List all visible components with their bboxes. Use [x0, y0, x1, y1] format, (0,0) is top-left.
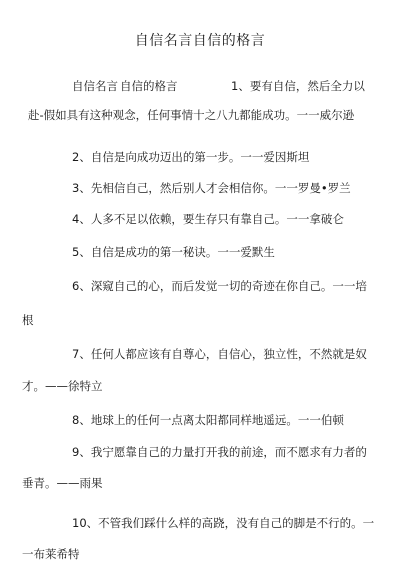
- quote-10-line-2: 一布莱希特: [22, 547, 80, 561]
- quote-1-line-2: 赴-假如具有这种观念，任何事情十之八九都能成功。一一威尔逊: [28, 108, 355, 122]
- document-title: 自信名言自信的格言: [134, 33, 266, 49]
- quote-9-line-1: 9、我宁愿靠自己的力量打开我的前途，而不愿求有力者的: [72, 445, 367, 459]
- quote-3: 3、先相信自己，然后别人才会相信你。一一罗曼•罗兰: [72, 181, 351, 195]
- quote-8: 8、地球上的任何一点离太阳都同样地遥远。一一伯顿: [72, 413, 344, 427]
- quote-6-line-1: 6、深窥自己的心，而后发觉一切的奇迹在你自己。一一培: [72, 279, 367, 293]
- quote-7-line-2: 才。——徐特立: [22, 379, 103, 393]
- quote-10-line-1: 10、不管我们踩什么样的高跷，没有自己的脚是不行的。一: [72, 516, 375, 530]
- quote-9-line-2: 垂青。——雨果: [22, 476, 103, 490]
- quote-1-line-1: 1、要有自信，然后全力以: [231, 79, 365, 93]
- quote-2: 2、自信是向成功迈出的第一步。一一爱因斯坦: [72, 150, 310, 164]
- quote-7-line-1: 7、任何人都应该有自尊心，自信心，独立性，不然就是奴: [72, 347, 367, 361]
- subtitle-part-b: 自信的格言: [120, 79, 178, 93]
- subtitle-part-a: 自信名言: [72, 79, 118, 93]
- quote-4: 4、人多不足以依赖，要生存只有靠自己。一一拿破仑: [72, 212, 344, 226]
- quote-5: 5、自信是成功的第一秘诀。一一爱默生: [72, 245, 275, 259]
- quote-6-line-2: 根: [22, 313, 34, 327]
